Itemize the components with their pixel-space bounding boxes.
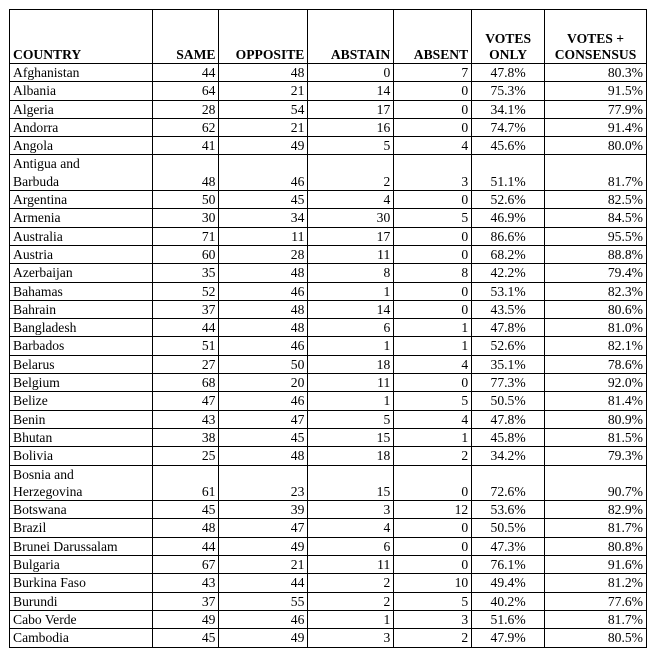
cell-abstain: 18 bbox=[308, 447, 394, 465]
cell-same: 60 bbox=[152, 245, 219, 263]
cell-votes-consensus: 77.9% bbox=[545, 100, 647, 118]
cell-opposite: 46 bbox=[219, 337, 308, 355]
cell-opposite: 45 bbox=[219, 428, 308, 446]
cell-votes-only: 47.8% bbox=[472, 410, 545, 428]
header-votes-only bbox=[472, 10, 545, 64]
cell-votes-only: 75.3% bbox=[472, 82, 545, 100]
cell-votes-consensus: 79.3% bbox=[545, 447, 647, 465]
cell-votes-consensus: 79.4% bbox=[545, 264, 647, 282]
cell-country-line2: Barbuda bbox=[13, 173, 60, 189]
table-row bbox=[10, 264, 647, 282]
cell-abstain: 1 bbox=[308, 392, 394, 410]
cell-absent: 3 bbox=[394, 610, 472, 628]
cell-country: Azerbaijan bbox=[10, 264, 153, 282]
table-row bbox=[10, 100, 647, 118]
cell-same: 37 bbox=[152, 300, 219, 318]
cell-votes-only: 34.1% bbox=[472, 100, 545, 118]
table-row bbox=[10, 610, 647, 628]
cell-votes-consensus: 88.8% bbox=[545, 245, 647, 263]
cell-opposite: 48 bbox=[219, 300, 308, 318]
cell-opposite: 39 bbox=[219, 501, 308, 519]
cell-opposite: 47 bbox=[219, 410, 308, 428]
cell-votes-only: 35.1% bbox=[472, 355, 545, 373]
cell-votes-only: 45.6% bbox=[472, 137, 545, 155]
cell-absent: 0 bbox=[394, 191, 472, 209]
cell-abstain: 0 bbox=[308, 64, 394, 82]
cell-abstain: 4 bbox=[308, 519, 394, 537]
cell-votes-consensus: 81.2% bbox=[545, 574, 647, 592]
header-opposite: OPPOSITE bbox=[219, 10, 308, 64]
table-row bbox=[10, 410, 647, 428]
cell-country: Burundi bbox=[10, 592, 153, 610]
table-row bbox=[10, 64, 647, 82]
cell-same: 43 bbox=[152, 574, 219, 592]
cell-opposite: 47 bbox=[219, 519, 308, 537]
cell-absent: 2 bbox=[394, 629, 472, 647]
table-row bbox=[10, 137, 647, 155]
cell-opposite: 23 bbox=[219, 465, 308, 501]
cell-opposite: 48 bbox=[219, 319, 308, 337]
cell-opposite: 45 bbox=[219, 191, 308, 209]
cell-absent: 5 bbox=[394, 592, 472, 610]
table-row bbox=[10, 519, 647, 537]
header-country: COUNTRY bbox=[10, 10, 153, 64]
cell-same: 38 bbox=[152, 428, 219, 446]
voting-coincidence-table bbox=[9, 9, 647, 648]
cell-same: 45 bbox=[152, 629, 219, 647]
cell-votes-consensus: 92.0% bbox=[545, 374, 647, 392]
cell-same: 44 bbox=[152, 537, 219, 555]
cell-opposite: 55 bbox=[219, 592, 308, 610]
cell-country: Brunei Darussalam bbox=[10, 537, 153, 555]
cell-abstain: 3 bbox=[308, 629, 394, 647]
cell-same: 48 bbox=[152, 519, 219, 537]
cell-abstain: 11 bbox=[308, 556, 394, 574]
cell-absent: 0 bbox=[394, 465, 472, 501]
cell-absent: 4 bbox=[394, 355, 472, 373]
cell-absent: 0 bbox=[394, 556, 472, 574]
cell-absent: 0 bbox=[394, 374, 472, 392]
cell-votes-only: 40.2% bbox=[472, 592, 545, 610]
cell-absent: 2 bbox=[394, 447, 472, 465]
table-row bbox=[10, 337, 647, 355]
cell-same: 30 bbox=[152, 209, 219, 227]
cell-opposite: 46 bbox=[219, 392, 308, 410]
cell-same: 47 bbox=[152, 392, 219, 410]
cell-abstain: 16 bbox=[308, 118, 394, 136]
cell-votes-only: 52.6% bbox=[472, 337, 545, 355]
cell-votes-only: 43.5% bbox=[472, 300, 545, 318]
cell-votes-consensus: 80.0% bbox=[545, 137, 647, 155]
cell-votes-only: 76.1% bbox=[472, 556, 545, 574]
cell-abstain: 4 bbox=[308, 191, 394, 209]
cell-same: 52 bbox=[152, 282, 219, 300]
cell-absent: 0 bbox=[394, 519, 472, 537]
cell-votes-only: 53.1% bbox=[472, 282, 545, 300]
cell-country: Bangladesh bbox=[10, 319, 153, 337]
table-row bbox=[10, 300, 647, 318]
cell-same: 48 bbox=[152, 155, 219, 191]
cell-abstain: 5 bbox=[308, 410, 394, 428]
cell-votes-consensus: 82.3% bbox=[545, 282, 647, 300]
cell-votes-only: 47.8% bbox=[472, 319, 545, 337]
table-row bbox=[10, 501, 647, 519]
cell-absent: 0 bbox=[394, 282, 472, 300]
cell-abstain: 2 bbox=[308, 155, 394, 191]
cell-votes-consensus: 90.7% bbox=[545, 465, 647, 501]
cell-absent: 0 bbox=[394, 245, 472, 263]
table-row bbox=[10, 374, 647, 392]
voting-table-container bbox=[9, 9, 647, 648]
cell-votes-consensus: 77.6% bbox=[545, 592, 647, 610]
header-same: SAME bbox=[152, 10, 219, 64]
cell-votes-only: 52.6% bbox=[472, 191, 545, 209]
cell-votes-only: 53.6% bbox=[472, 501, 545, 519]
cell-abstain: 18 bbox=[308, 355, 394, 373]
cell-country: Belarus bbox=[10, 355, 153, 373]
cell-votes-only: 42.2% bbox=[472, 264, 545, 282]
cell-abstain: 8 bbox=[308, 264, 394, 282]
cell-same: 64 bbox=[152, 82, 219, 100]
cell-country: Bolivia bbox=[10, 447, 153, 465]
cell-same: 51 bbox=[152, 337, 219, 355]
cell-opposite: 28 bbox=[219, 245, 308, 263]
cell-votes-only: 34.2% bbox=[472, 447, 545, 465]
cell-country: Barbados bbox=[10, 337, 153, 355]
cell-same: 62 bbox=[152, 118, 219, 136]
cell-country: Algeria bbox=[10, 100, 153, 118]
table-row bbox=[10, 629, 647, 647]
cell-absent: 8 bbox=[394, 264, 472, 282]
cell-votes-only: 47.3% bbox=[472, 537, 545, 555]
cell-country bbox=[10, 465, 153, 501]
cell-same: 50 bbox=[152, 191, 219, 209]
cell-opposite: 49 bbox=[219, 629, 308, 647]
cell-same: 67 bbox=[152, 556, 219, 574]
cell-votes-consensus: 95.5% bbox=[545, 227, 647, 245]
cell-votes-only: 45.8% bbox=[472, 428, 545, 446]
cell-abstain: 6 bbox=[308, 319, 394, 337]
cell-opposite: 46 bbox=[219, 282, 308, 300]
table-row bbox=[10, 392, 647, 410]
cell-opposite: 48 bbox=[219, 64, 308, 82]
cell-country: Cambodia bbox=[10, 629, 153, 647]
cell-votes-consensus: 81.5% bbox=[545, 428, 647, 446]
cell-country: Argentina bbox=[10, 191, 153, 209]
cell-votes-only: 51.1% bbox=[472, 155, 545, 191]
cell-votes-only: 72.6% bbox=[472, 465, 545, 501]
table-row bbox=[10, 447, 647, 465]
cell-votes-only: 47.9% bbox=[472, 629, 545, 647]
header-row bbox=[10, 10, 647, 64]
cell-country: Belize bbox=[10, 392, 153, 410]
cell-opposite: 21 bbox=[219, 118, 308, 136]
cell-same: 27 bbox=[152, 355, 219, 373]
cell-country: Afghanistan bbox=[10, 64, 153, 82]
cell-votes-consensus: 80.6% bbox=[545, 300, 647, 318]
table-row bbox=[10, 355, 647, 373]
cell-votes-consensus: 82.9% bbox=[545, 501, 647, 519]
cell-absent: 0 bbox=[394, 100, 472, 118]
cell-same: 41 bbox=[152, 137, 219, 155]
cell-opposite: 34 bbox=[219, 209, 308, 227]
cell-votes-only: 77.3% bbox=[472, 374, 545, 392]
cell-votes-consensus: 91.5% bbox=[545, 82, 647, 100]
table-row bbox=[10, 556, 647, 574]
cell-votes-only: 46.9% bbox=[472, 209, 545, 227]
cell-abstain: 6 bbox=[308, 537, 394, 555]
cell-absent: 4 bbox=[394, 410, 472, 428]
cell-opposite: 50 bbox=[219, 355, 308, 373]
cell-votes-consensus: 80.5% bbox=[545, 629, 647, 647]
table-row bbox=[10, 118, 647, 136]
table-row bbox=[10, 209, 647, 227]
cell-opposite: 54 bbox=[219, 100, 308, 118]
cell-country: Angola bbox=[10, 137, 153, 155]
cell-same: 44 bbox=[152, 319, 219, 337]
cell-country: Albania bbox=[10, 82, 153, 100]
cell-opposite: 46 bbox=[219, 155, 308, 191]
cell-votes-consensus: 81.4% bbox=[545, 392, 647, 410]
cell-country: Botswana bbox=[10, 501, 153, 519]
header-votes-consensus bbox=[545, 10, 647, 64]
cell-country: Bahamas bbox=[10, 282, 153, 300]
cell-country: Australia bbox=[10, 227, 153, 245]
cell-votes-only: 50.5% bbox=[472, 519, 545, 537]
cell-opposite: 49 bbox=[219, 137, 308, 155]
cell-same: 37 bbox=[152, 592, 219, 610]
cell-absent: 1 bbox=[394, 337, 472, 355]
cell-same: 68 bbox=[152, 374, 219, 392]
cell-absent: 5 bbox=[394, 209, 472, 227]
table-row bbox=[10, 227, 647, 245]
cell-votes-only: 68.2% bbox=[472, 245, 545, 263]
cell-abstain: 15 bbox=[308, 465, 394, 501]
cell-votes-consensus: 82.5% bbox=[545, 191, 647, 209]
cell-abstain: 5 bbox=[308, 137, 394, 155]
cell-same: 45 bbox=[152, 501, 219, 519]
header-votes-only-line2: ONLY bbox=[489, 46, 528, 62]
cell-votes-only: 50.5% bbox=[472, 392, 545, 410]
cell-abstain: 11 bbox=[308, 245, 394, 263]
table-row bbox=[10, 537, 647, 555]
cell-country: Benin bbox=[10, 410, 153, 428]
cell-abstain: 11 bbox=[308, 374, 394, 392]
cell-opposite: 11 bbox=[219, 227, 308, 245]
cell-votes-consensus: 82.1% bbox=[545, 337, 647, 355]
cell-votes-consensus: 78.6% bbox=[545, 355, 647, 373]
cell-votes-consensus: 80.3% bbox=[545, 64, 647, 82]
cell-abstain: 15 bbox=[308, 428, 394, 446]
cell-same: 25 bbox=[152, 447, 219, 465]
cell-opposite: 48 bbox=[219, 447, 308, 465]
cell-abstain: 14 bbox=[308, 300, 394, 318]
cell-opposite: 49 bbox=[219, 537, 308, 555]
cell-absent: 0 bbox=[394, 300, 472, 318]
header-votes-only-line1: VOTES bbox=[485, 31, 531, 46]
cell-votes-only: 74.7% bbox=[472, 118, 545, 136]
table-row bbox=[10, 574, 647, 592]
cell-votes-only: 51.6% bbox=[472, 610, 545, 628]
table-row bbox=[10, 191, 647, 209]
header-abstain: ABSTAIN bbox=[308, 10, 394, 64]
cell-votes-only: 49.4% bbox=[472, 574, 545, 592]
cell-abstain: 30 bbox=[308, 209, 394, 227]
cell-votes-only: 47.8% bbox=[472, 64, 545, 82]
cell-votes-consensus: 81.7% bbox=[545, 519, 647, 537]
cell-country: Bulgaria bbox=[10, 556, 153, 574]
table-row bbox=[10, 155, 647, 191]
cell-opposite: 44 bbox=[219, 574, 308, 592]
cell-opposite: 21 bbox=[219, 82, 308, 100]
cell-abstain: 2 bbox=[308, 574, 394, 592]
cell-absent: 1 bbox=[394, 428, 472, 446]
table-row bbox=[10, 282, 647, 300]
cell-country: Cabo Verde bbox=[10, 610, 153, 628]
cell-absent: 1 bbox=[394, 319, 472, 337]
cell-country-line2: Herzegovina bbox=[13, 483, 83, 499]
cell-opposite: 46 bbox=[219, 610, 308, 628]
cell-opposite: 20 bbox=[219, 374, 308, 392]
cell-votes-only: 86.6% bbox=[472, 227, 545, 245]
cell-country: Burkina Faso bbox=[10, 574, 153, 592]
cell-absent: 0 bbox=[394, 82, 472, 100]
cell-country: Andorra bbox=[10, 118, 153, 136]
header-absent: ABSENT bbox=[394, 10, 472, 64]
cell-abstain: 3 bbox=[308, 501, 394, 519]
cell-same: 35 bbox=[152, 264, 219, 282]
cell-absent: 7 bbox=[394, 64, 472, 82]
cell-abstain: 1 bbox=[308, 337, 394, 355]
cell-votes-consensus: 81.7% bbox=[545, 155, 647, 191]
cell-same: 49 bbox=[152, 610, 219, 628]
cell-absent: 3 bbox=[394, 155, 472, 191]
cell-votes-consensus: 80.9% bbox=[545, 410, 647, 428]
cell-country-line1: Bosnia and bbox=[13, 466, 74, 482]
header-votes-consensus-line1: VOTES + bbox=[567, 31, 624, 46]
cell-country: Bahrain bbox=[10, 300, 153, 318]
cell-absent: 0 bbox=[394, 118, 472, 136]
cell-country bbox=[10, 155, 153, 191]
cell-same: 28 bbox=[152, 100, 219, 118]
cell-absent: 0 bbox=[394, 537, 472, 555]
cell-votes-consensus: 81.7% bbox=[545, 610, 647, 628]
cell-country-line1: Antigua and bbox=[13, 156, 80, 172]
cell-absent: 0 bbox=[394, 227, 472, 245]
cell-abstain: 17 bbox=[308, 100, 394, 118]
table-row bbox=[10, 82, 647, 100]
header-votes-consensus-line2: CONSENSUS bbox=[554, 46, 637, 62]
cell-country: Bhutan bbox=[10, 428, 153, 446]
table-row bbox=[10, 465, 647, 501]
cell-opposite: 21 bbox=[219, 556, 308, 574]
cell-abstain: 17 bbox=[308, 227, 394, 245]
table-row bbox=[10, 428, 647, 446]
cell-same: 44 bbox=[152, 64, 219, 82]
cell-country: Belgium bbox=[10, 374, 153, 392]
cell-abstain: 2 bbox=[308, 592, 394, 610]
cell-country: Brazil bbox=[10, 519, 153, 537]
cell-opposite: 48 bbox=[219, 264, 308, 282]
table-row bbox=[10, 245, 647, 263]
cell-abstain: 1 bbox=[308, 282, 394, 300]
cell-absent: 12 bbox=[394, 501, 472, 519]
cell-same: 43 bbox=[152, 410, 219, 428]
table-row bbox=[10, 592, 647, 610]
table-body bbox=[10, 64, 647, 648]
cell-votes-consensus: 80.8% bbox=[545, 537, 647, 555]
cell-votes-consensus: 81.0% bbox=[545, 319, 647, 337]
cell-votes-consensus: 91.6% bbox=[545, 556, 647, 574]
cell-absent: 10 bbox=[394, 574, 472, 592]
table-row bbox=[10, 319, 647, 337]
cell-same: 61 bbox=[152, 465, 219, 501]
cell-votes-consensus: 91.4% bbox=[545, 118, 647, 136]
cell-absent: 5 bbox=[394, 392, 472, 410]
cell-absent: 4 bbox=[394, 137, 472, 155]
cell-country: Austria bbox=[10, 245, 153, 263]
cell-abstain: 14 bbox=[308, 82, 394, 100]
cell-votes-consensus: 84.5% bbox=[545, 209, 647, 227]
cell-country: Armenia bbox=[10, 209, 153, 227]
cell-same: 71 bbox=[152, 227, 219, 245]
cell-abstain: 1 bbox=[308, 610, 394, 628]
